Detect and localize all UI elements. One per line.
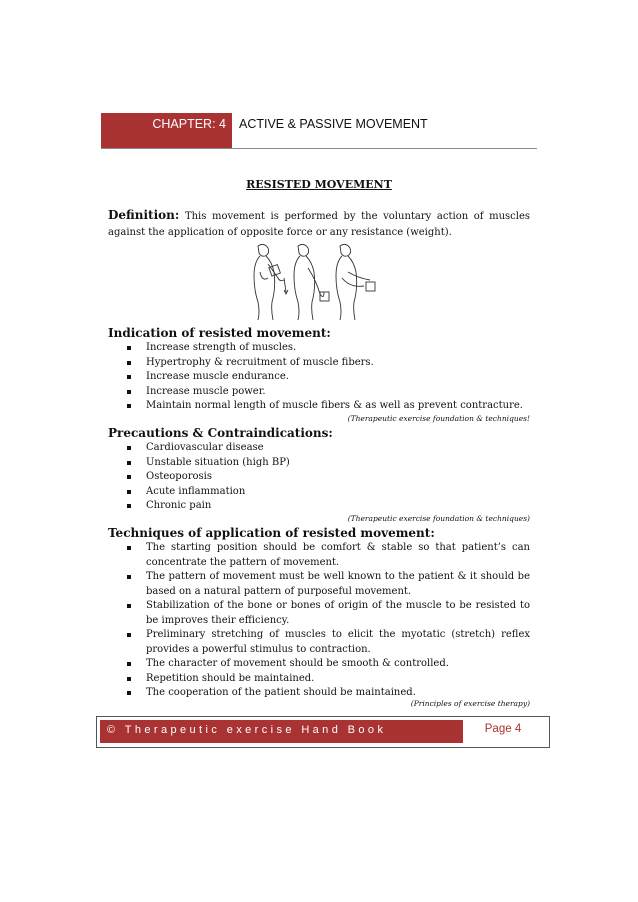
list-item: Maintain normal length of muscle fibers & as well as prevent contracture.	[108, 399, 530, 414]
indication-list	[108, 341, 530, 414]
list-item: Acute inflammation	[108, 485, 530, 500]
list-item: Cardiovascular disease	[108, 441, 530, 456]
chapter-header	[101, 113, 537, 149]
list-item: The character of movement should be smooth & controlled.	[108, 657, 530, 672]
techniques-reference: (Principles of exercise therapy)	[410, 699, 530, 708]
precautions-reference: (Therapeutic exercise foundation & techniques)	[347, 514, 530, 523]
precautions-list	[108, 441, 530, 514]
precautions-heading: Precautions & Contraindications:	[108, 426, 333, 440]
list-item: Increase muscle power.	[108, 385, 530, 400]
techniques-list	[108, 541, 530, 701]
indication-heading: Indication of resisted movement:	[108, 326, 331, 340]
list-item: Stabilization of the bone or bones of origin of the muscle to be resisted to be improves their efficiency.	[108, 599, 530, 628]
list-item: The starting position should be comfort & stable so that patient’s can concentrate the pattern of movement.	[108, 541, 530, 570]
list-item: Repetition should be maintained.	[108, 672, 530, 687]
chapter-label: CHAPTER: 4	[101, 113, 232, 148]
section-title: RESISTED MOVEMENT	[246, 178, 392, 191]
list-item: Chronic pain	[108, 499, 530, 514]
list-item: Preliminary stretching of muscles to elicit the myotatic (stretch) reflex provides a powerful stimulus to contraction.	[108, 628, 530, 657]
list-item: Increase strength of muscles.	[108, 341, 530, 356]
definition-text: This movement is performed by the voluntary action of muscles against the application of opposite force or any resistance (weight).	[108, 211, 530, 238]
definition-paragraph	[108, 207, 530, 241]
list-item: Unstable situation (high BP)	[108, 456, 530, 471]
list-item: Increase muscle endurance.	[108, 370, 530, 385]
page-footer	[96, 716, 550, 748]
chapter-title: ACTIVE & PASSIVE MOVEMENT	[239, 117, 428, 131]
list-item: Hypertrophy & recruitment of muscle fibers.	[108, 356, 530, 371]
footer-bar	[100, 720, 543, 743]
definition-label: Definition:	[108, 208, 180, 222]
list-item: Osteoporosis	[108, 470, 530, 485]
resisted-movement-illustration	[244, 242, 380, 320]
list-item: The pattern of movement must be well known to the patient & it should be based on a natural pattern of purposeful movement.	[108, 570, 530, 599]
page-number: Page 4	[461, 720, 543, 743]
indication-reference: (Therapeutic exercise foundation & techniques!	[347, 414, 530, 423]
footer-brand: © Therapeutic exercise Hand Book	[107, 724, 387, 736]
techniques-heading: Techniques of application of resisted movement:	[108, 526, 435, 540]
list-item: The cooperation of the patient should be maintained.	[108, 686, 530, 701]
